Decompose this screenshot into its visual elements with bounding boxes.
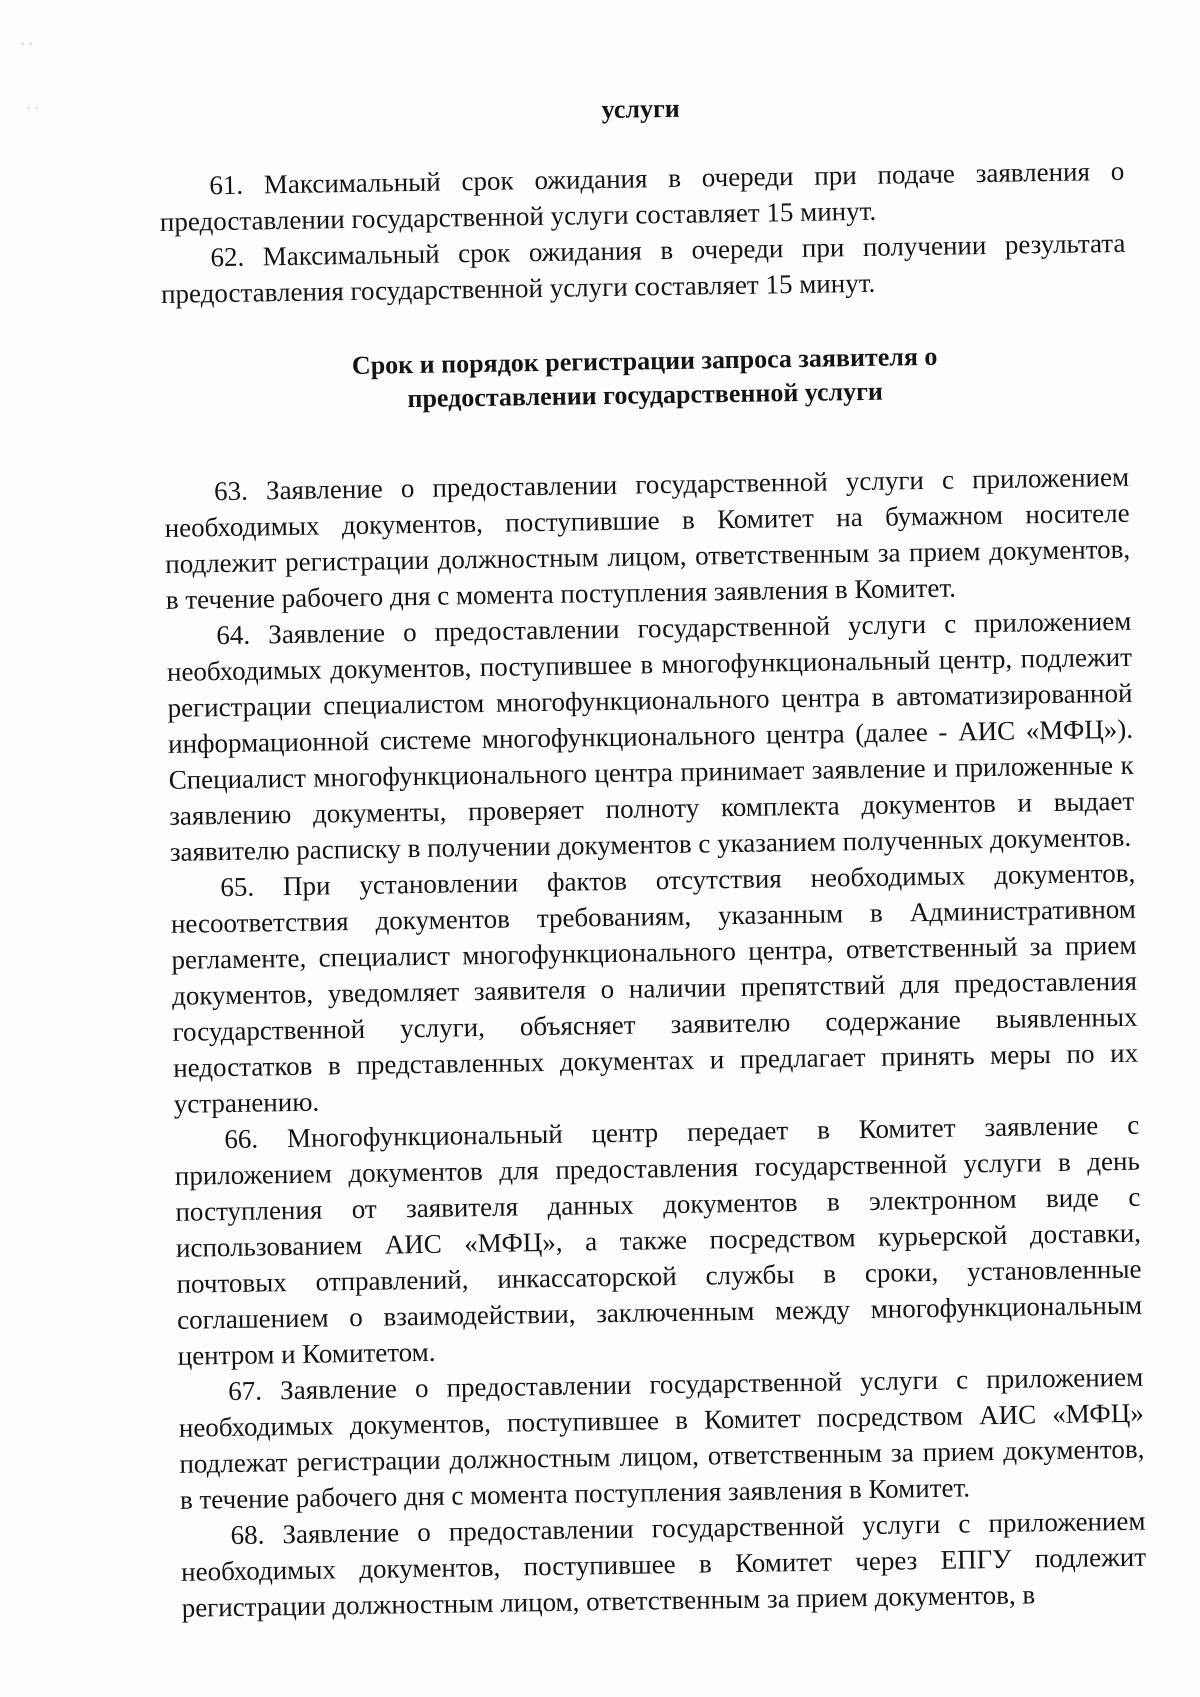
paragraph: 66. Многофункциональный центр передает в Комитет заявление с приложением документов для предоставления государственной услуги в день поступления от заявителя данных документов в электронном виде с использованием АИС «МФЦ», а также посредством курьерской доставки, почтовых отправлений, инкассаторской службы в сроки, установленные соглашением о взаимодействии, заключенным между многофункциональным центром и Комитетом. [174, 1109, 1143, 1371]
paragraph: 63. Заявление о предоставлении государственной услуги с приложением необходимых документов, поступившие в Комитет на бумажном носителе подлежит регистрации должностным лицом, ответственным за прием документов, в течение рабочего дня с момента поступления заявления в Комитет. [164, 461, 1131, 615]
scan-artifact-mark: ◦ ◦ [26, 104, 40, 114]
section-heading [162, 337, 1128, 420]
scan-artifact-mark: ◦ ◦ [20, 40, 34, 50]
paragraph-group-before [159, 153, 1126, 312]
paragraph: 61. Максимальный срок ожидания в очереди при подаче заявления о предоставлении государственной услуги составляет 15 минут. [159, 155, 1125, 237]
paragraph: 64. Заявление о предоставлении государственной услуги с приложением необходимых документов, поступившее в многофункциональный центр, подлежит регистрации специалистом многофункционального центра в автоматизированной информационной системе многофункционального центра (далее - АИС «МФЦ»). Специалист многофункционального центра принимает заявление и приложенные к заявлению документы, проверяет полноту комплекта документов и выдает заявителю расписку в получении документов с указанием полученных документов. [166, 605, 1135, 867]
section-heading-line: предоставлении государственной услуги [407, 376, 884, 414]
section-heading-line: Срок и порядок регистрации запроса заявителя о [351, 341, 938, 380]
document-body [158, 85, 1147, 1626]
paragraph: 65. При установлении фактов отсутствия необходимых документов, несоответствия документов требованиям, указанным в Административном регламенте, специалист многофункционального центра, ответственный за прием документов, уведомляет заявителя о наличии препятствий для предоставления государственной услуги, объясняет заявителю содержание выявленных недостатков в представленных документах и предлагает принять меры по их устранению. [170, 857, 1139, 1119]
paragraph: 67. Заявление о предоставлении государственной услуги с приложением необходимых документов, поступившее в Комитет посредством АИС «МФЦ» подлежат регистрации должностным лицом, ответственным за прием документов, в течение рабочего дня с момента поступления заявления в Комитет. [178, 1361, 1145, 1515]
paragraph: 68. Заявление о предоставлении государственной услуги с приложением необходимых документов, поступившее в Комитет через ЕПГУ подлежит регистрации должностным лицом, ответственным за прием документов, в [180, 1505, 1147, 1623]
top-heading: услуги [601, 93, 680, 125]
paragraph: 62. Максимальный срок ожидания в очереди при получении результата предоставления государственной услуги составляет 15 минут. [160, 227, 1126, 309]
paragraph-group-after [164, 459, 1147, 1626]
